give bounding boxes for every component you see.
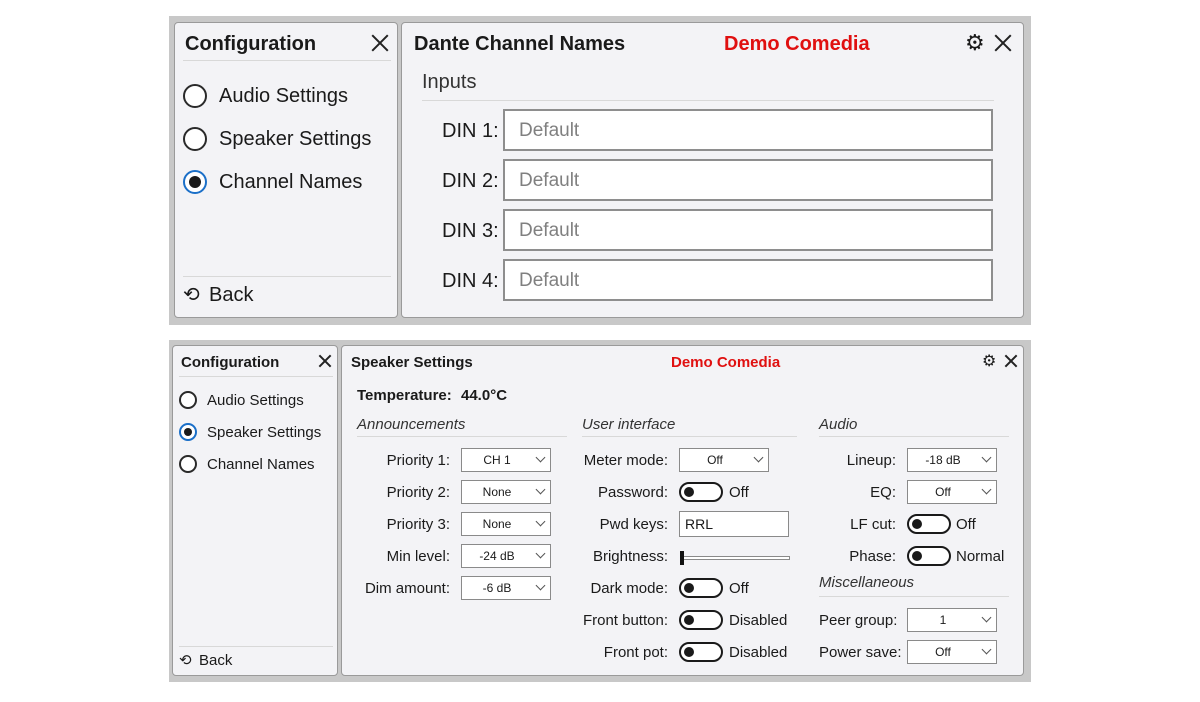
- bottom-config-sidebar: [172, 345, 338, 676]
- radio-channel-names[interactable]: [179, 455, 197, 473]
- back-label: Back: [209, 284, 254, 306]
- page-title: Dante Channel Names: [414, 33, 626, 55]
- section-heading-inputs: Inputs: [422, 71, 477, 93]
- din-2-label: DIN 2:: [442, 170, 499, 192]
- gear-icon[interactable]: ⚙: [965, 30, 985, 55]
- close-icon[interactable]: [992, 32, 1014, 54]
- phase-toggle[interactable]: [907, 546, 951, 566]
- din-3-name-field[interactable]: [503, 209, 993, 251]
- sidebar-item-label: Audio Settings: [207, 392, 304, 409]
- lineup-value: -18 dB: [925, 453, 961, 467]
- radio-speaker-settings[interactable]: [179, 423, 197, 441]
- front-pot-label: Front pot:: [603, 644, 668, 661]
- min-level-value: -24 dB: [479, 549, 515, 563]
- phase-label: Phase:: [849, 548, 896, 565]
- top-config-sidebar: [174, 22, 398, 318]
- back-arrow-icon: ⟲: [183, 284, 200, 306]
- sidebar-title: Configuration: [181, 354, 280, 371]
- eq-select[interactable]: [907, 480, 997, 504]
- pwd-keys-value: RRL: [685, 516, 714, 532]
- power-save-label: Power save:: [819, 644, 902, 661]
- peer-group-select[interactable]: [907, 608, 997, 632]
- front-pot-toggle[interactable]: [679, 642, 723, 662]
- din-4-name-field[interactable]: [503, 259, 993, 301]
- priority-2-label: Priority 2:: [386, 484, 450, 501]
- lineup-label: Lineup:: [846, 452, 896, 469]
- back-label: Back: [199, 652, 233, 669]
- eq-value: Off: [935, 485, 951, 499]
- priority-1-select[interactable]: [461, 448, 551, 472]
- chevron-down-icon: [982, 645, 992, 655]
- user-interface-heading: User interface: [582, 416, 676, 433]
- pwd-keys-input[interactable]: [679, 511, 789, 537]
- device-name: Demo Comedia: [671, 354, 781, 371]
- dim-amount-select[interactable]: [461, 576, 551, 600]
- sidebar-item-label: Channel Names: [219, 171, 363, 193]
- audio-heading: Audio: [819, 416, 858, 433]
- close-icon[interactable]: [369, 32, 391, 54]
- chevron-down-icon: [536, 549, 546, 559]
- radio-audio-settings[interactable]: [179, 391, 197, 409]
- power-save-select[interactable]: [907, 640, 997, 664]
- sidebar-title: Configuration: [185, 33, 317, 55]
- sidebar-item-label: Channel Names: [207, 456, 315, 473]
- din-3-placeholder: Default: [519, 220, 580, 241]
- min-level-select[interactable]: [461, 544, 551, 568]
- radio-channel-names[interactable]: [183, 170, 207, 194]
- password-label: Password:: [597, 484, 668, 501]
- pwd-keys-label: Pwd keys:: [599, 516, 668, 533]
- top-main-panel: [401, 22, 1024, 318]
- din-1-placeholder: Default: [519, 120, 580, 141]
- din-2-name-field[interactable]: [503, 159, 993, 201]
- back-arrow-icon: ⟲: [179, 652, 192, 669]
- brightness-thumb[interactable]: [680, 551, 684, 565]
- dim-amount-label: Dim amount:: [364, 580, 450, 597]
- power-save-value: Off: [935, 645, 951, 659]
- chevron-down-icon: [754, 453, 764, 463]
- meter-mode-select[interactable]: [679, 448, 769, 472]
- front-button-label: Front button:: [582, 612, 668, 629]
- password-state: Off: [729, 484, 749, 501]
- brightness-label: Brightness:: [592, 548, 668, 565]
- min-level-label: Min level:: [386, 548, 450, 565]
- bottom-main-panel: [341, 345, 1024, 676]
- temperature-value: 44.0°C: [461, 387, 508, 404]
- dark-mode-toggle[interactable]: [679, 578, 723, 598]
- miscellaneous-heading: Miscellaneous: [819, 574, 915, 591]
- din-4-placeholder: Default: [519, 270, 580, 291]
- lf-cut-state: Off: [956, 516, 976, 533]
- dark-mode-state: Off: [729, 580, 749, 597]
- peer-group-value: 1: [939, 613, 947, 627]
- sidebar-item-label: Speaker Settings: [219, 128, 372, 150]
- gear-icon[interactable]: ⚙: [982, 353, 997, 370]
- din-4-label: DIN 4:: [442, 270, 499, 292]
- priority-3-select[interactable]: [461, 512, 551, 536]
- front-button-toggle[interactable]: [679, 610, 723, 630]
- lf-cut-label: LF cut:: [850, 516, 896, 533]
- close-icon[interactable]: [317, 353, 333, 369]
- radio-audio-settings[interactable]: [183, 84, 207, 108]
- priority-1-label: Priority 1:: [386, 452, 450, 469]
- chevron-down-icon: [536, 517, 546, 527]
- front-pot-state: Disabled: [729, 644, 788, 661]
- dark-mode-label: Dark mode:: [590, 580, 668, 597]
- priority-1-value: CH 1: [483, 453, 511, 467]
- phase-state: Normal: [956, 548, 1005, 565]
- chevron-down-icon: [536, 581, 546, 591]
- priority-2-value: None: [482, 485, 512, 499]
- din-2-placeholder: Default: [519, 170, 580, 191]
- radio-speaker-settings[interactable]: [183, 127, 207, 151]
- close-icon[interactable]: [1003, 353, 1019, 369]
- chevron-down-icon: [536, 453, 546, 463]
- brightness-slider[interactable]: [680, 551, 790, 565]
- chevron-down-icon: [982, 485, 992, 495]
- meter-mode-value: Off: [707, 453, 723, 467]
- dim-amount-value: -6 dB: [482, 581, 512, 595]
- page-title: Speaker Settings: [351, 354, 473, 371]
- peer-group-label: Peer group:: [819, 612, 898, 629]
- chevron-down-icon: [536, 485, 546, 495]
- eq-label: EQ:: [870, 484, 896, 501]
- priority-3-value: None: [482, 517, 512, 531]
- din-1-name-field[interactable]: [503, 109, 993, 151]
- chevron-down-icon: [982, 453, 992, 463]
- brightness-track: [680, 556, 790, 560]
- meter-mode-label: Meter mode:: [583, 452, 668, 469]
- din-3-label: DIN 3:: [442, 220, 499, 242]
- lf-cut-toggle[interactable]: [907, 514, 951, 534]
- din-1-label: DIN 1:: [442, 120, 499, 142]
- priority-3-label: Priority 3:: [386, 516, 450, 533]
- lineup-select[interactable]: [907, 448, 997, 472]
- temperature-label: Temperature:: [357, 387, 452, 404]
- sidebar-item-label: Audio Settings: [219, 85, 348, 107]
- sidebar-item-label: Speaker Settings: [207, 424, 322, 441]
- front-button-state: Disabled: [729, 612, 788, 629]
- priority-2-select[interactable]: [461, 480, 551, 504]
- announcements-heading: Announcements: [357, 416, 466, 433]
- chevron-down-icon: [982, 613, 992, 623]
- device-name: Demo Comedia: [724, 33, 870, 55]
- password-toggle[interactable]: [679, 482, 723, 502]
